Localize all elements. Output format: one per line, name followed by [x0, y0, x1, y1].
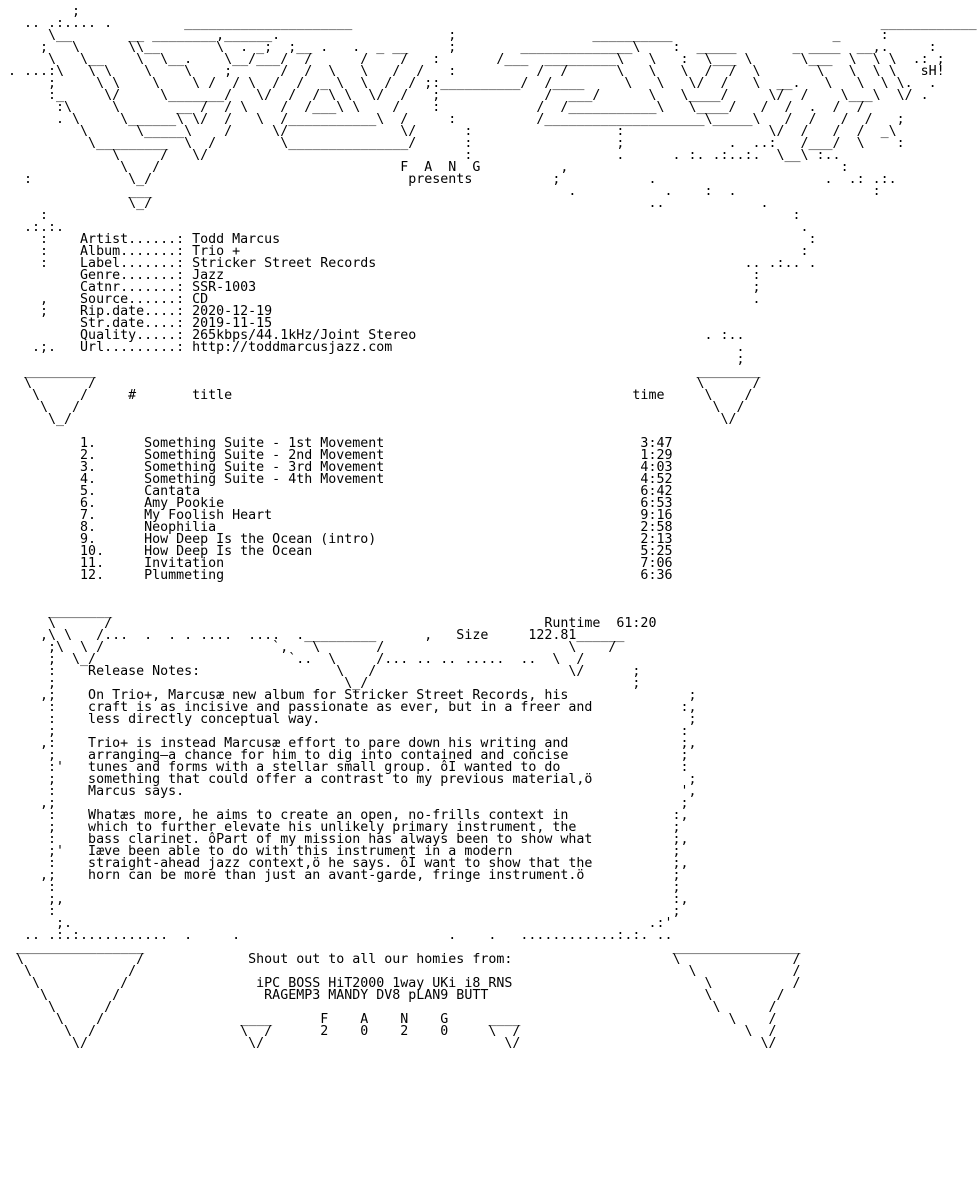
- nfo-line: ________: [0, 604, 113, 619]
- nfo-line: : bass clarinet. ôPart of my mission has always been to show what ;,: [0, 832, 689, 847]
- nfo-line: [0, 582, 977, 594]
- nfo-line: ; something that could offer a contrast to my previous material,ö ;: [0, 772, 697, 787]
- nfo-text-block: [0, 6, 977, 1050]
- nfo-line: : Whatæs more, he aims to create an open, no-frills context in :,: [0, 808, 689, 823]
- nfo-line: .:.:. .: [0, 220, 809, 235]
- nfo-line: . ...:\ \ \ \ \ ; / / \ \ / / : / / \ \ \ / / \ \ \ \ \ sH!: [0, 64, 945, 79]
- nfo-line: \ / F A N G , :: [0, 160, 849, 175]
- nfo-line: : :: [0, 208, 801, 223]
- nfo-line: ; arranging—a chance for him to dig into contained and concise ;: [0, 748, 689, 763]
- nfo-line: : Album.......: Trio + :: [0, 244, 809, 259]
- nfo-line: ___ . . : . :: [0, 184, 881, 199]
- nfo-line: \ / RAGEMP3 MANDY DV8 pLAN9 BUTT \ /: [0, 988, 785, 1003]
- nfo-line: 8. Neophilia 2:58: [0, 520, 673, 535]
- nfo-line: ; Rip.date....: 2020-12-19: [0, 304, 273, 319]
- nfo-line: ; \_/ ;: [0, 676, 641, 691]
- nfo-line: : less directly conceptual way. ;: [0, 712, 697, 727]
- nfo-line: : straight-ahead jazz context,ö he says. ôI want to show that the ;,: [0, 856, 689, 871]
- nfo-line: ,; horn can be more than just an avant-garde, fringe instrument.ö ;: [0, 868, 681, 883]
- nfo-line: ;\ \ / `, \ / \ /: [0, 640, 617, 655]
- nfo-line: \ \__ \ \__. \__/___/ / / / : /___ _________\ \ : \___ \ \___ \ \ \ .: ;: [0, 52, 945, 67]
- nfo-line: \_/ .. .: [0, 196, 769, 211]
- nfo-line: 12. Plummeting 6:36: [0, 568, 673, 583]
- nfo-line: , Source......: CD .: [0, 292, 761, 307]
- nfo-line: ;. .:': [0, 916, 673, 931]
- nfo-line: : \_/ presents ; . . .: .:.: [0, 172, 897, 187]
- nfo-line: \ / Shout out to all our homies from: \ /: [0, 952, 801, 967]
- nfo-line: ; \_/ `.. \ /... .. .. ..... .. \ /: [0, 652, 585, 667]
- nfo-line: . \ \______\ \/ / \ /___________\ / : /____________________\_____\ / / / / ;: [0, 112, 905, 127]
- nfo-line: Catnr.......: SSR-1003 ;: [0, 280, 761, 295]
- nfo-line: .;. Url.........: http://toddmarcusjazz.com .: [0, 340, 745, 355]
- nfo-line: \ / ____ F A N G ____ \ /: [0, 1012, 777, 1027]
- nfo-line: \/ \/ \/ \/: [0, 1036, 777, 1051]
- nfo-line: : Artist......: Todd Marcus :: [0, 232, 817, 247]
- nfo-line: \ / # title time \ /: [0, 388, 753, 403]
- nfo-line: \_________ \ / \_______________/ : ; . ..: /___/ \ :: [0, 136, 905, 151]
- nfo-line: \__ __ ________,______. ; __________ _ :: [0, 28, 889, 43]
- nfo-line: ;' Iæve been able to do with this instrument in a modern ;: [0, 844, 681, 859]
- nfo-line: ;: [0, 4, 81, 19]
- nfo-line: 1. Something Suite - 1st Movement 3:47: [0, 436, 673, 451]
- nfo-line: 5. Cantata 6:42: [0, 484, 673, 499]
- nfo-line: ,; ;: [0, 796, 689, 811]
- nfo-line: \ / \ /: [0, 400, 745, 415]
- nfo-line: ,; On Trio+, Marcusæ new album for Stricker Street Records, his ;: [0, 688, 697, 703]
- nfo-line: ; which to further elevate his unlikely primary instrument, the ;: [0, 820, 681, 835]
- nfo-line: \ / Runtime 61:20: [0, 616, 657, 631]
- nfo-line: \ / iPC BOSS HiT2000 1way UKi i8 RNS \ /: [0, 976, 801, 991]
- nfo-line: 4. Something Suite - 4th Movement 4:52: [0, 472, 673, 487]
- nfo-line: Quality.....: 265kbps/44.1kHz/Joint Stereo . :..: [0, 328, 745, 343]
- nfo-line: \_/ \/: [0, 412, 737, 427]
- nfo-line: \ / \ /: [0, 964, 801, 979]
- nfo-line: ; \ \\__ \ . _; ;__ . . _ __ ; ______________\ : _____ _ ____ __,. :: [0, 40, 937, 55]
- nfo-line: ,\ \ /... . . . .... .... ._________ , Size 122.81______: [0, 628, 625, 643]
- nfo-line: .. .:.... . _____________________ ____________: [0, 16, 977, 31]
- nfo-line: \ / \ /: [0, 376, 761, 391]
- nfo-line: 9. How Deep Is the Ocean (intro) 2:13: [0, 532, 673, 547]
- nfo-line: ;, :,: [0, 892, 689, 907]
- nfo-line: \ / \ /: [0, 1000, 777, 1015]
- nfo-line: 11. Invitation 7:06: [0, 556, 673, 571]
- nfo-line: :\ \ __ / / \ / /___\ \ / : / /___________\ \____/ / / . / /: [0, 100, 865, 115]
- nfo-line: 7. My Foolish Heart 9:16: [0, 508, 673, 523]
- nfo-line: _________ ________: [0, 364, 761, 379]
- nfo-line: ________________ ________________: [0, 940, 801, 955]
- nfo-line: Genre.......: Jazz :: [0, 268, 761, 283]
- nfo-line: .. .:.:........... . . . . ............:.:. ..: [0, 928, 673, 943]
- nfo-line: 10. How Deep Is the Ocean 5:25: [0, 544, 673, 559]
- nfo-line: ; \ \ \ \ / / \ / / _ \ \ / / ;:__________/ /____ \ \ \/ / \ __. \ \ \ \. .: [0, 76, 937, 91]
- nfo-line: : craft is as incisive and passionate as ever, but in a freer and :,: [0, 700, 697, 715]
- nfo-line: : ;: [0, 880, 681, 895]
- nfo-line: Str.date....: 2019-11-15: [0, 316, 273, 331]
- nfo-line: \ \_____\ / \/ \/ : : \/ / / / _\: [0, 124, 897, 139]
- nfo-line: ; :: [0, 724, 689, 739]
- nfo-line: :' tunes and forms with a stellar small group. ôI wanted to do :: [0, 760, 689, 775]
- nfo-line: : ;: [0, 904, 681, 919]
- nfo-line: : Marcus says. ',: [0, 784, 697, 799]
- nfo-line: \ / \/ : . . :. .:..:. \__\ :..: [0, 148, 841, 163]
- nfo-line: 2. Something Suite - 2nd Movement 1:29: [0, 448, 673, 463]
- nfo-line: ,: Trio+ is instead Marcusæ effort to pare down his writing and ;,: [0, 736, 697, 751]
- nfo-line: [0, 594, 977, 606]
- nfo-line: 3. Something Suite - 3rd Movement 4:03: [0, 460, 673, 475]
- nfo-line: 6. Amy Pookie 6:53: [0, 496, 673, 511]
- nfo-line: \ / \ / 2 0 2 0 \ / \ /: [0, 1024, 777, 1039]
- nfo-line: ;: [0, 352, 745, 367]
- nfo-line: : Label.......: Stricker Street Records .. .:.. .: [0, 256, 817, 271]
- nfo-line: :_ \/ \_______/ \/ / / \ \ \/ / ; / ___/ \ \____/ \/ / \___\ \/ .: [0, 88, 929, 103]
- nfo-line: : Release Notes: \ / \/ ;: [0, 664, 641, 679]
